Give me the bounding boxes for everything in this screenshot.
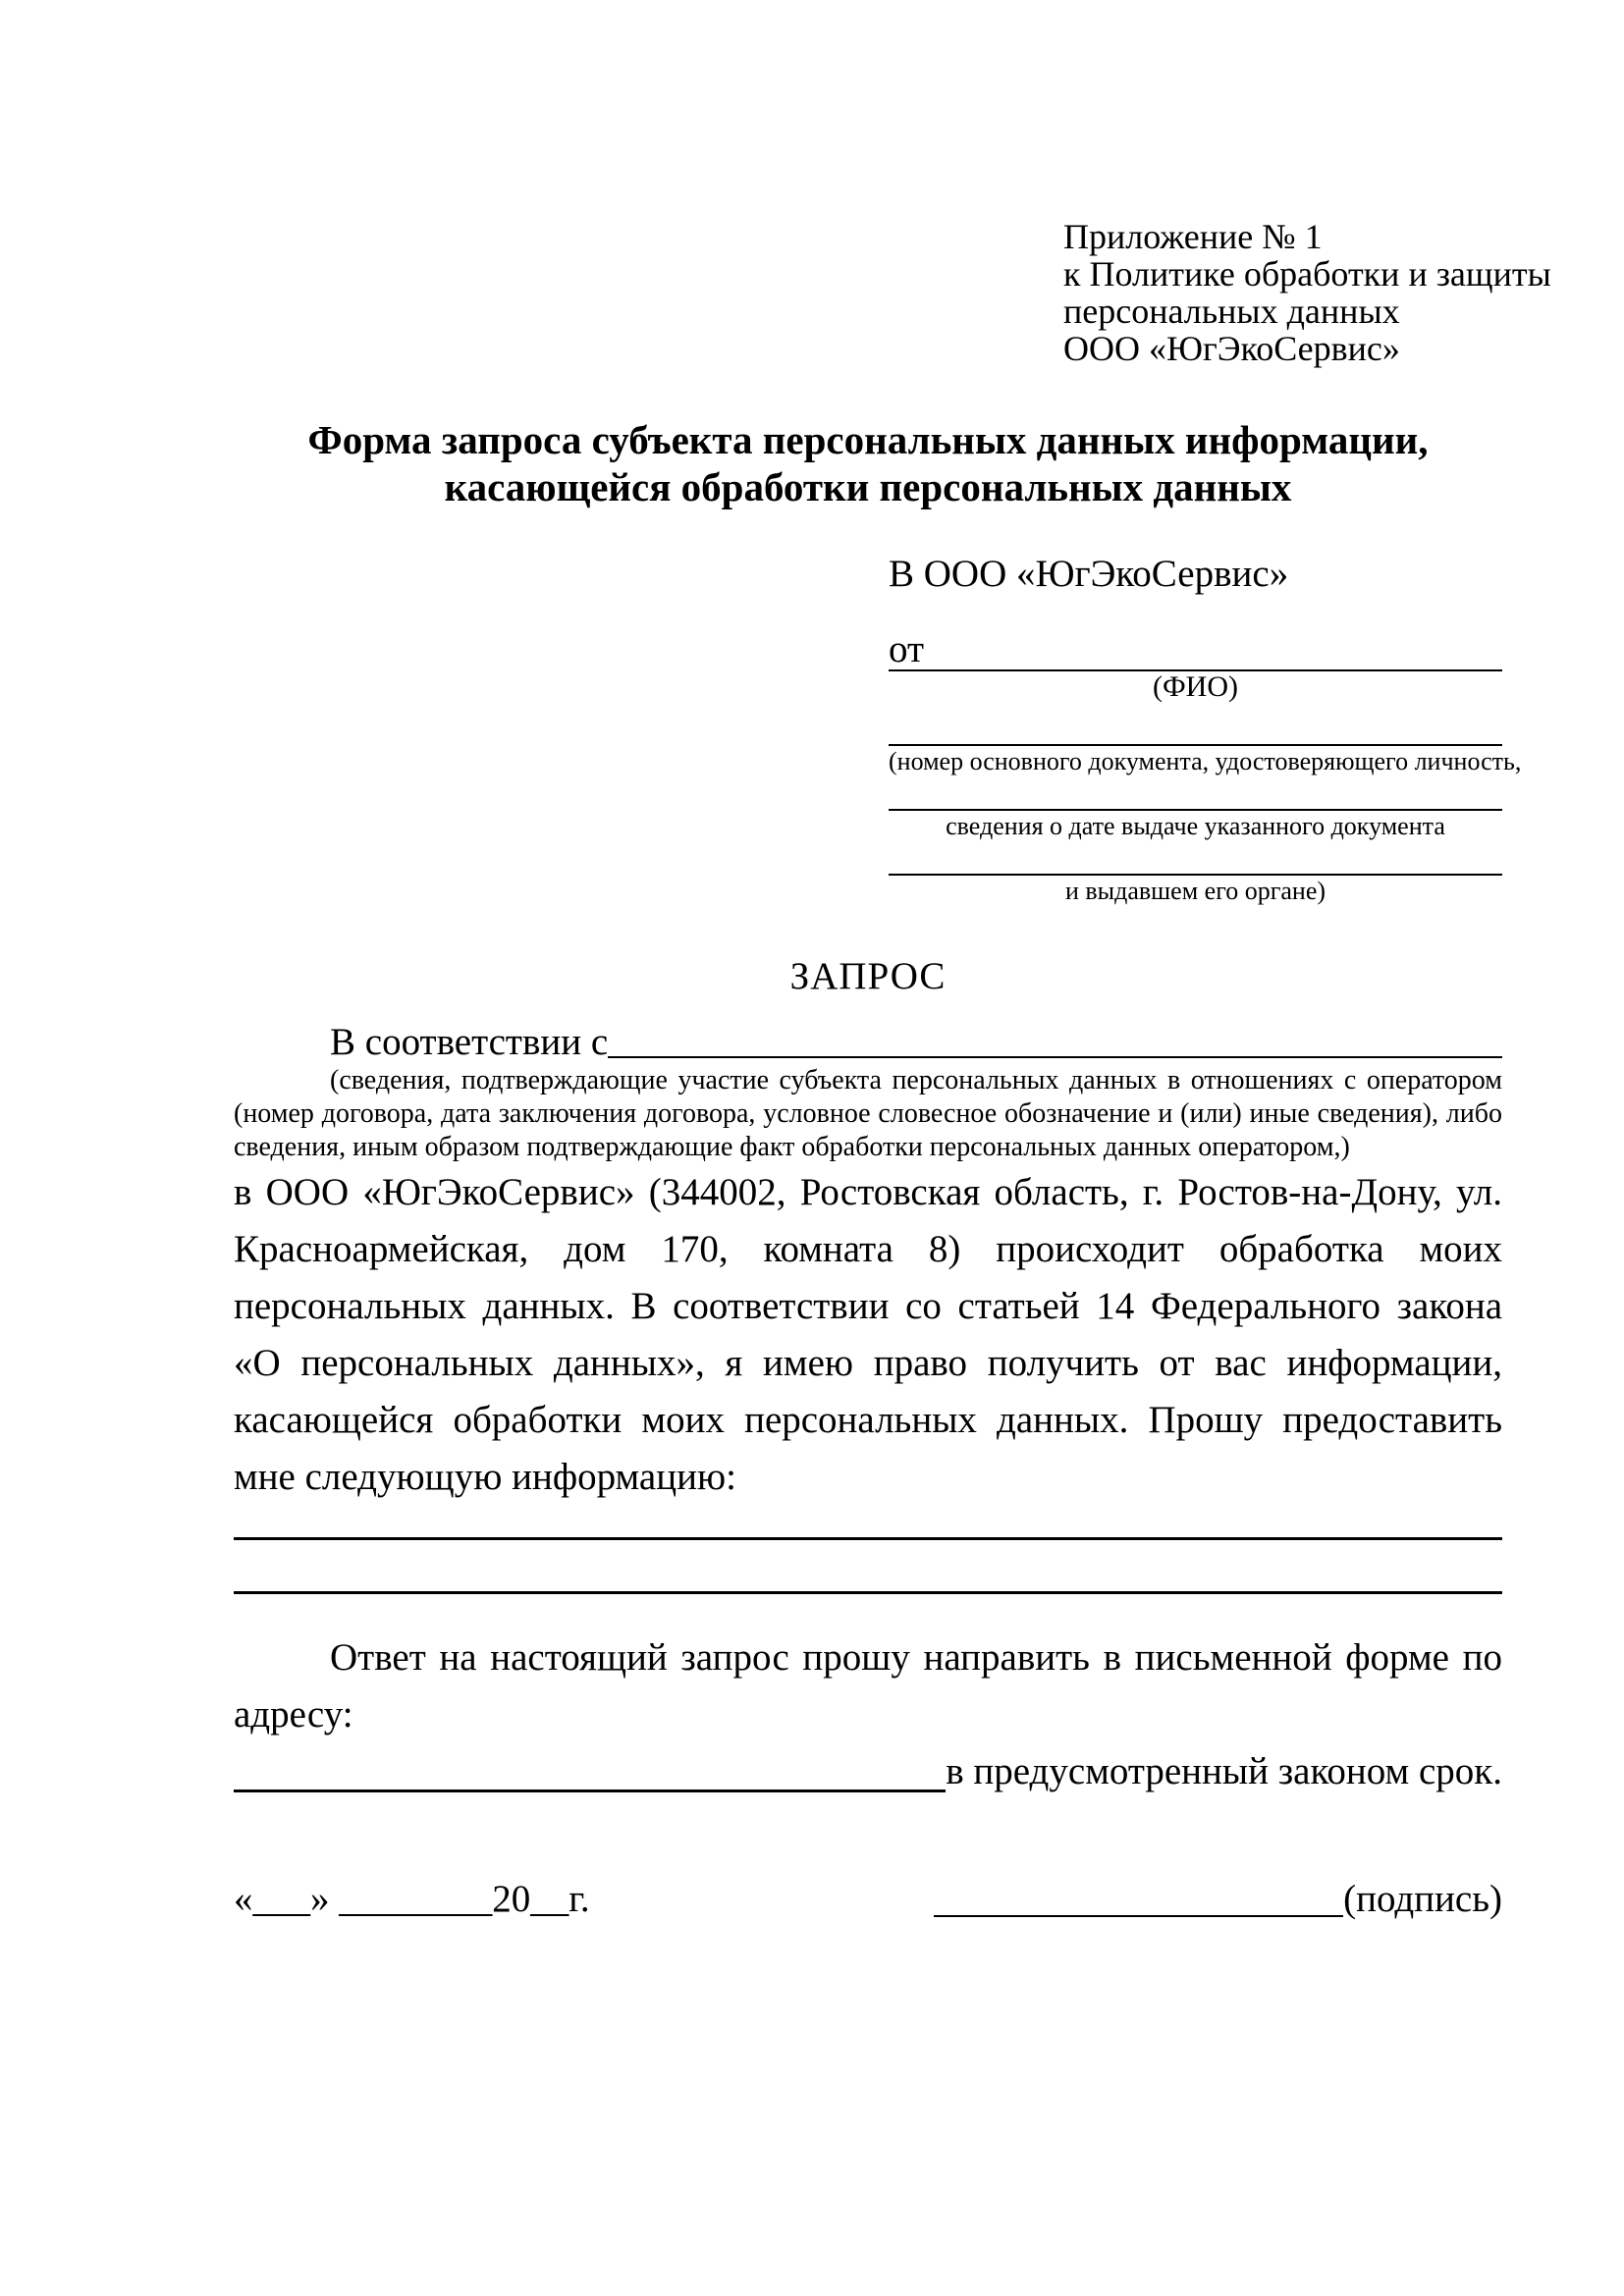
reply-address-row <box>234 1743 1502 1800</box>
annex-line: Приложение № 1 <box>1063 217 1323 256</box>
addressee-to: В ООО «ЮгЭкоСервис» <box>889 553 1289 595</box>
issue-date-input-line[interactable] <box>889 777 1502 811</box>
document-number-input-line[interactable] <box>889 703 1502 746</box>
info-input-line-1[interactable] <box>234 1506 1502 1540</box>
signature-caption: (подпись) <box>1343 1878 1502 1920</box>
signature-area <box>934 1877 1502 1922</box>
fio-caption: (ФИО) <box>1152 670 1238 703</box>
accordance-input-line[interactable] <box>608 1056 1502 1058</box>
issue-date-caption: сведения о дате выдаче указанного документа <box>946 812 1445 840</box>
reply-paragraph: Ответ на настоящий запрос прошу направить в письменной форме по адресу: <box>234 1636 1502 1735</box>
annex-line: ООО «ЮгЭкоСервис» <box>1063 329 1400 368</box>
body-paragraph: в ООО «ЮгЭкоСервис» (344002, Ростовская область, г. Ростов-на-Дону, ул. Красноармейская, дом 170, комната 8) происходит обработка моих персональных данных. В соответствии со статьей 14 Федерального закона «О персональных данных», я имею право получить от вас информации, касающейся обработки моих персональных данных. Прошу предоставить мне следующую информацию: <box>234 1171 1502 1498</box>
document-title-line: касающейся обработки персональных данных <box>444 464 1292 509</box>
addressee-block <box>889 553 1522 907</box>
date-field[interactable]: «___» ________20__г. <box>234 1878 590 1920</box>
issuing-authority-input-line[interactable] <box>889 842 1502 876</box>
addressee-from-label: от <box>889 628 925 670</box>
request-heading: ЗАПРОС <box>789 955 947 997</box>
document-number-caption: (номер основного документа, удостоверяющего личность, <box>889 747 1522 775</box>
signature-input-line[interactable] <box>934 1915 1343 1917</box>
accordance-line <box>234 1021 1502 1064</box>
reply-address-input-line[interactable] <box>234 1789 946 1792</box>
annex-line: к Политике обработки и защиты <box>1063 254 1551 294</box>
accordance-note: (сведения, подтверждающие участие субъекта персональных данных в отношениях с оператором (номер договора, дата заключения договора, условное словесное обозначение и (или) иные сведения), либо сведения, иным образом подтверждающие факт обработки персональных данных оператором,) <box>234 1065 1502 1162</box>
date-signature-row <box>234 1877 1502 1922</box>
document-title <box>274 416 1462 510</box>
document-content <box>234 0 1551 1922</box>
accordance-lead: В соответствии с <box>330 1021 609 1063</box>
annex-block <box>1063 217 1551 368</box>
annex-line: персональных данных <box>1063 292 1400 331</box>
issuing-authority-caption: и выдавшем его органе) <box>1064 877 1326 905</box>
document-title-line: Форма запроса субъекта персональных данных информации, <box>307 417 1429 462</box>
reply-tail: в предусмотренный законом срок. <box>946 1750 1502 1792</box>
info-input-line-2[interactable] <box>234 1540 1502 1594</box>
